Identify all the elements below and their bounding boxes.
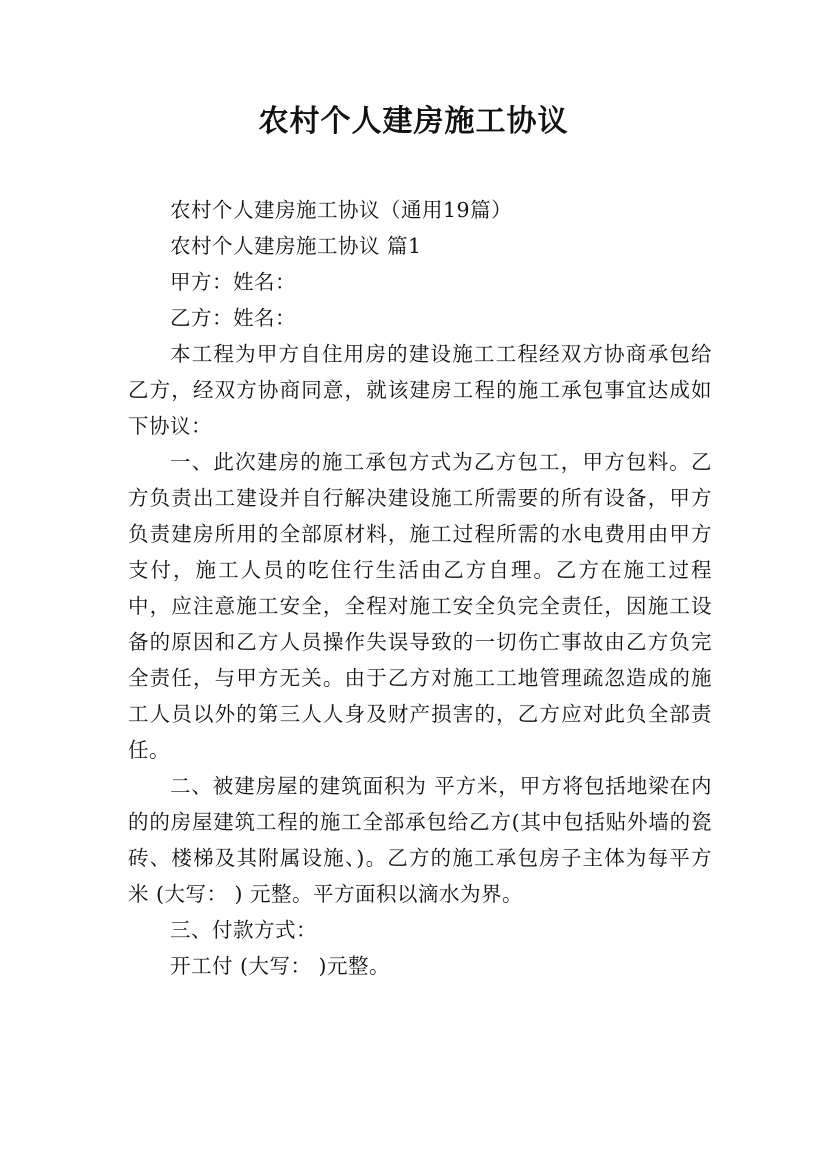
paragraph-party-b: 乙方：姓名： [170, 306, 296, 330]
document-title: 农村个人建房施工协议 [258, 104, 569, 139]
paragraph-clause-3: 三、付款方式： [170, 918, 317, 942]
paragraph-intro: 本工程为甲方自住用房的建设施工工程经双方协商承包给乙方，经双方协商同意，就该建房工程的施工承包事宜达成如下协议： [128, 342, 712, 438]
paragraph-payment-start: 开工付 (大写： )元整。 [170, 954, 391, 978]
paragraph-subtitle: 农村个人建房施工协议（通用19篇） [170, 198, 513, 222]
paragraph-clause-2: 二、被建房屋的建筑面积为 平方米，甲方将包括地梁在内的的房屋建筑工程的施工全部承包给乙方(其中包括贴外墙的瓷砖、楼梯及其附属设施、)。乙方的施工承包房子主体为每平方米 (大写： ) 元整。平方面积以滴水为界。 [128, 774, 712, 906]
document-body [128, 192, 712, 984]
paragraph-section-heading: 农村个人建房施工协议 篇1 [170, 234, 422, 258]
paragraph-clause-1: 一、此次建房的施工承包方式为乙方包工，甲方包料。乙方负责出工建设并自行解决建设施工所需要的所有设备，甲方负责建房所用的全部原材料，施工过程所需的水电费用由甲方支付，施工人员的吃住行生活由乙方自理。乙方在施工过程中，应注意施工安全，全程对施工安全负完全责任，因施工设备的原因和乙方人员操作失误导致的一切伤亡事故由乙方负完全责任，与甲方无关。由于乙方对施工工地管理疏忽造成的施工人员以外的第三人人身及财产损害的，乙方应对此负全部责任。 [128, 450, 712, 762]
paragraph-party-a: 甲方：姓名： [170, 270, 296, 294]
